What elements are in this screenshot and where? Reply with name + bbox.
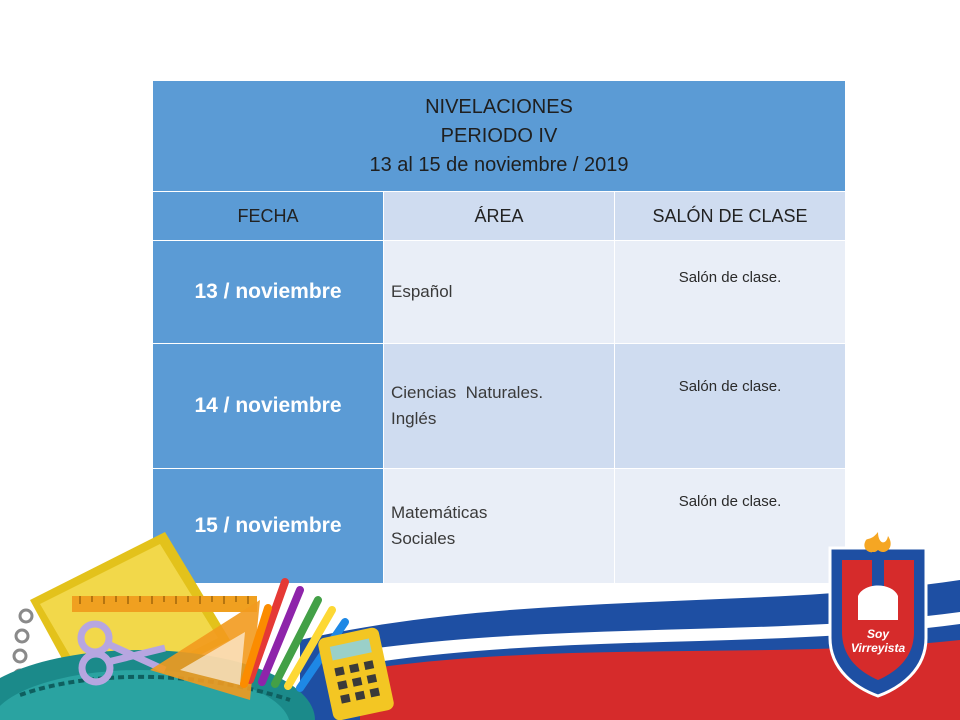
- schedule-table: [152, 80, 846, 584]
- area-cell: [384, 344, 615, 469]
- column-header-salon: SALÓN DE CLASE: [615, 192, 846, 241]
- school-supplies-decoration: [0, 520, 960, 720]
- date-cell: 15 / noviembre: [153, 469, 384, 584]
- school-shield-logo: [830, 532, 926, 696]
- ruler-icon: [72, 596, 257, 612]
- title-line-2: PERIODO IV: [440, 124, 558, 147]
- table-title: [153, 81, 846, 192]
- area-item: Sociales: [391, 529, 456, 548]
- logo-text-virreyista: Virreyista: [850, 641, 906, 655]
- torch-flame-icon: [864, 532, 890, 552]
- column-header-fecha: FECHA: [153, 192, 384, 241]
- table-row: [153, 241, 846, 344]
- area-item: Ciencias Naturales.: [391, 383, 544, 402]
- room-cell: Salón de clase.: [615, 241, 846, 344]
- column-header-area: ÁREA: [384, 192, 615, 241]
- table-row: [153, 344, 846, 469]
- area-item: Inglés: [391, 409, 437, 428]
- date-cell: 13 / noviembre: [153, 241, 384, 344]
- room-cell: Salón de clase.: [615, 344, 846, 469]
- title-line-3: 13 al 15 de noviembre / 2019: [369, 153, 629, 176]
- title-line-1: NIVELACIONES: [425, 95, 573, 118]
- hand-icon: [858, 586, 898, 621]
- area-item: Matemáticas: [391, 503, 488, 522]
- area-cell: [384, 241, 615, 344]
- logo-text-soy: Soy: [866, 627, 890, 641]
- date-cell: 14 / noviembre: [153, 344, 384, 469]
- room-cell: Salón de clase.: [615, 469, 846, 584]
- area-item: Español: [391, 282, 453, 301]
